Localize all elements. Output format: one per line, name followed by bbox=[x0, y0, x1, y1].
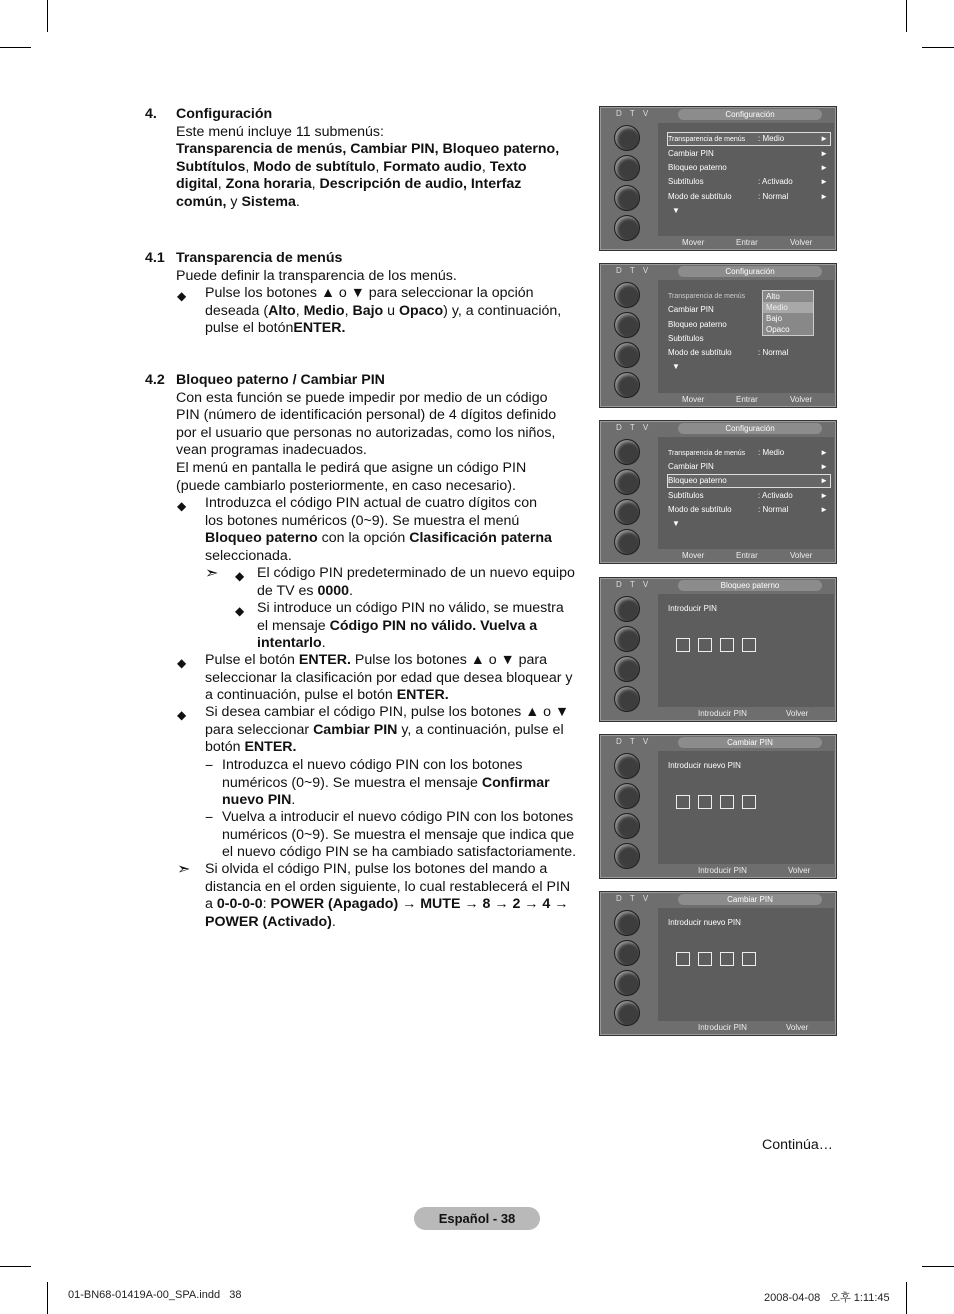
option-alto[interactable]: Alto bbox=[766, 292, 780, 301]
gear-icon bbox=[614, 342, 640, 368]
menu-row-transparency[interactable]: Transparencia de menús : Medio ► bbox=[668, 134, 828, 143]
bullet-text: Si desea cambiar el código PIN, pulse los botones ▲ o ▼ para seleccionar Cambiar PIN y, a continuación, pulse el botón ENTER. bbox=[205, 704, 570, 756]
crop-mark bbox=[906, 1282, 907, 1314]
color-icon bbox=[614, 155, 640, 181]
dash-icon: − bbox=[205, 809, 214, 825]
intro-text: Este menú incluye 11 submenús: bbox=[176, 123, 384, 140]
menu-row-transparency[interactable]: Transparencia de menús bbox=[668, 293, 746, 300]
antenna-icon bbox=[614, 596, 640, 622]
pin-digit-box[interactable] bbox=[676, 795, 690, 809]
pin-digit-box[interactable] bbox=[742, 952, 756, 966]
pin-digit-box[interactable] bbox=[742, 638, 756, 652]
menu-row-change-pin[interactable]: Cambiar PIN ► bbox=[668, 462, 828, 471]
antenna-icon bbox=[614, 282, 640, 308]
note-arrow-icon: ➣ bbox=[205, 565, 219, 582]
pin-digit-box[interactable] bbox=[698, 638, 712, 652]
crop-mark bbox=[922, 47, 954, 48]
dash-text: Vuelva a introducir el nuevo código PIN con los botones numéricos (0~9). Se muestra el mensaje que indica que el nuevo código PIN se ha cambiado satisfactoriamente. bbox=[222, 809, 577, 861]
antenna-icon bbox=[614, 439, 640, 465]
color-icon bbox=[614, 626, 640, 652]
screen-footer: Mover Entrar Volver bbox=[682, 395, 813, 404]
section-number: 4. bbox=[145, 106, 157, 122]
more-arrow-icon: ▼ bbox=[672, 206, 680, 215]
menu-row-change-pin[interactable]: Cambiar PIN bbox=[668, 305, 714, 314]
screen-title: Configuración bbox=[678, 266, 822, 277]
antenna-icon bbox=[614, 125, 640, 151]
screen-footer: Introducir PIN Volver bbox=[698, 866, 811, 875]
pin-digit-box[interactable] bbox=[698, 952, 712, 966]
tv-screen-change-pin-2: D T V Cambiar PIN Introducir nuevo PIN Introducir PIN Volver bbox=[599, 891, 837, 1036]
input-icon bbox=[614, 686, 640, 712]
screen-footer: Mover Entrar Volver bbox=[682, 551, 813, 560]
color-icon bbox=[614, 783, 640, 809]
antenna-icon bbox=[614, 910, 640, 936]
screen-title: Cambiar PIN bbox=[678, 894, 822, 905]
pin-digit-box[interactable] bbox=[720, 638, 734, 652]
screen-footer: Introducir PIN Volver bbox=[698, 709, 809, 718]
menu-row-subtitles[interactable]: Subtítulos : Activado ► bbox=[668, 177, 828, 186]
page-number: Español - 38 bbox=[414, 1207, 540, 1230]
screen-title: Configuración bbox=[678, 109, 822, 120]
gear-icon bbox=[614, 813, 640, 839]
tv-screen-change-pin-1: D T V Cambiar PIN Introducir nuevo PIN Introducir PIN Volver bbox=[599, 734, 837, 879]
menu-row-subtitle-mode[interactable]: Modo de subtítulo : Normal bbox=[668, 348, 789, 357]
gear-icon bbox=[614, 499, 640, 525]
tv-screen-parental-lock: D T V Bloqueo paterno Introducir PIN Introducir PIN Volver bbox=[599, 577, 837, 722]
crop-mark bbox=[906, 0, 907, 32]
crop-mark bbox=[47, 1282, 48, 1314]
menu-row-parental-lock[interactable]: Bloqueo paterno ► bbox=[668, 476, 828, 485]
section-heading: Configuración bbox=[176, 106, 273, 122]
transparency-dropdown[interactable] bbox=[762, 290, 814, 336]
bullet-text: Pulse el botón ENTER. Pulse los botones ▲ o ▼ para seleccionar la clasificación por edad que desea bloquear y a continuación, pulse el botón ENTER. bbox=[205, 652, 573, 704]
crop-mark bbox=[0, 1266, 31, 1267]
file-footer-left: 01-BN68-01419A-00_SPA.indd 38 bbox=[68, 1289, 242, 1301]
new-pin-prompt: Introducir nuevo PIN bbox=[668, 918, 741, 927]
gear-icon bbox=[614, 656, 640, 682]
bullet-icon: ◆ bbox=[235, 604, 245, 618]
menu-row-subtitles[interactable]: Subtítulos bbox=[668, 334, 704, 343]
option-bajo[interactable]: Bajo bbox=[766, 314, 783, 323]
bullet-icon: ◆ bbox=[177, 708, 187, 722]
color-icon bbox=[614, 312, 640, 338]
bullet-icon: ◆ bbox=[235, 569, 245, 583]
input-icon bbox=[614, 1000, 640, 1026]
tv-screen-config-1: D T V Configuración Transparencia de menús : Medio ► Cambiar PIN ► Bloqueo paterno ► Subtítulos : Activado ► Modo de subtítulo : Normal ► ▼ Mover Entrar Volver bbox=[599, 106, 837, 251]
file-footer-right: 2008-04-08 오후 1:11:45 bbox=[764, 1292, 890, 1304]
dash-icon: − bbox=[205, 757, 214, 773]
note-text: Si introduce un código PIN no válido, se muestra el mensaje Código PIN no válido. Vuelva a intentarlo. bbox=[257, 600, 564, 652]
menu-row-transparency[interactable]: Transparencia de menús : Medio ► bbox=[668, 448, 828, 457]
more-arrow-icon: ▼ bbox=[672, 519, 680, 528]
option-medio[interactable]: Medio bbox=[763, 302, 813, 313]
color-icon bbox=[614, 469, 640, 495]
screen-footer: Mover Entrar Volver bbox=[682, 238, 813, 247]
pin-digit-box[interactable] bbox=[720, 795, 734, 809]
crop-mark bbox=[47, 0, 48, 32]
input-icon bbox=[614, 372, 640, 398]
bullet-icon: ◆ bbox=[177, 499, 187, 513]
dash-text: Introduzca el nuevo código PIN con los botones numéricos (0~9). Se muestra el mensaje Confirmar nuevo PIN. bbox=[222, 757, 550, 809]
note-text: Si olvida el código PIN, pulse los botones del mando a distancia en el orden siguiente, lo cual restablecerá el PIN a 0-0-0-0: POWER (Apagado) → MUTE → 8 → 2 → 4 → POWER (Activado). bbox=[205, 861, 571, 930]
tv-screen-config-3: D T V Configuración Transparencia de menús : Medio ► Cambiar PIN ► Bloqueo paterno ► Subtítulos : Activado ► Modo de subtítulo : Normal ► ▼ Mover Entrar Volver bbox=[599, 420, 837, 564]
menu-row-subtitle-mode[interactable]: Modo de subtítulo : Normal ► bbox=[668, 505, 828, 514]
pin-digit-box[interactable] bbox=[742, 795, 756, 809]
pin-digit-box[interactable] bbox=[698, 795, 712, 809]
input-icon bbox=[614, 843, 640, 869]
more-arrow-icon: ▼ bbox=[672, 362, 680, 371]
pin-digit-box[interactable] bbox=[676, 638, 690, 652]
crop-mark bbox=[922, 1266, 954, 1267]
pin-digit-box[interactable] bbox=[676, 952, 690, 966]
menu-row-parental-lock[interactable]: Bloqueo paterno ► bbox=[668, 163, 828, 172]
bullet-icon: ◆ bbox=[177, 656, 187, 670]
input-icon bbox=[614, 215, 640, 241]
menu-row-change-pin[interactable]: Cambiar PIN ► bbox=[668, 149, 828, 158]
screen-title: Bloqueo paterno bbox=[678, 580, 822, 591]
section-heading: Transparencia de menús bbox=[176, 250, 343, 266]
continues-label: Continúa… bbox=[762, 1137, 833, 1153]
antenna-icon bbox=[614, 753, 640, 779]
screen-title: Configuración bbox=[678, 423, 822, 434]
tv-screen-config-2: D T V Configuración Transparencia de menús Cambiar PIN Bloqueo paterno Subtítulos Modo de subtítulo : Normal ▼ Alto Medio Bajo Opaco Mover Entrar Volver bbox=[599, 263, 837, 408]
bullet-text: Pulse los botones ▲ o ▼ para seleccionar la opción deseada (Alto, Medio, Bajo u Opaco) y, a continuación, pulse el botónENTER. bbox=[205, 285, 562, 337]
note-arrow-icon: ➣ bbox=[177, 861, 191, 878]
note-text: El código PIN predeterminado de un nuevo equipo de TV es 0000. bbox=[257, 565, 575, 599]
screen-footer: Introducir PIN Volver bbox=[698, 1023, 809, 1032]
input-icon bbox=[614, 529, 640, 555]
gear-icon bbox=[614, 970, 640, 996]
menu-row-subtitle-mode[interactable]: Modo de subtítulo : Normal ► bbox=[668, 192, 828, 201]
section-heading: Bloqueo paterno / Cambiar PIN bbox=[176, 372, 385, 388]
bullet-icon: ◆ bbox=[177, 289, 187, 303]
pin-digit-box[interactable] bbox=[720, 952, 734, 966]
bullet-text: Introduzca el código PIN actual de cuatro dígitos con los botones numéricos (0~9). Se muestra el menú Bloqueo paterno con la opción Clasificación paterna seleccionada. bbox=[205, 495, 552, 564]
option-opaco[interactable]: Opaco bbox=[766, 325, 790, 334]
pin-prompt: Introducir PIN bbox=[668, 604, 717, 613]
menu-row-subtitles[interactable]: Subtítulos : Activado ► bbox=[668, 491, 828, 500]
crop-mark bbox=[0, 47, 31, 48]
color-icon bbox=[614, 940, 640, 966]
screen-title: Cambiar PIN bbox=[678, 737, 822, 748]
menu-row-parental-lock[interactable]: Bloqueo paterno bbox=[668, 320, 727, 329]
gear-icon bbox=[614, 185, 640, 211]
new-pin-prompt: Introducir nuevo PIN bbox=[668, 761, 741, 770]
